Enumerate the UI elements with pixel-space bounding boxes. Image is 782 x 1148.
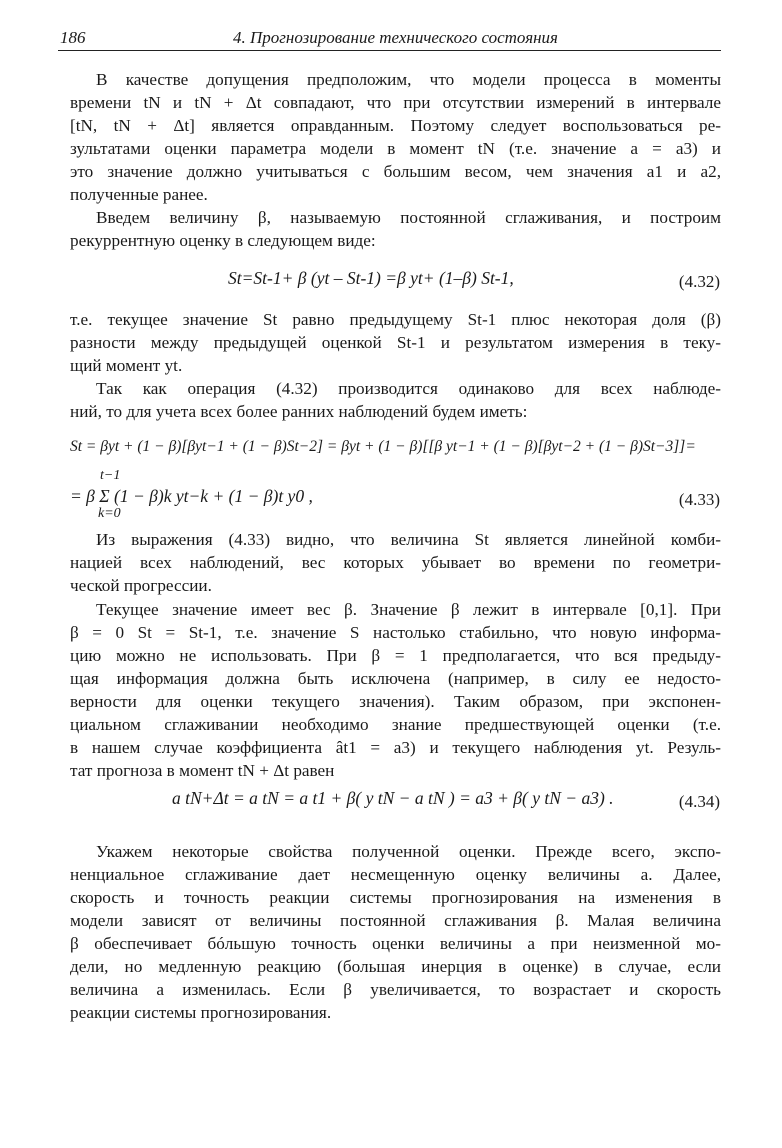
paragraph-6 <box>70 598 721 782</box>
text-line: [tN, tN + Δt] является оправданным. Поэтому следует воспользоваться ре- <box>70 116 721 135</box>
equation-4-33-line-1: St = βyt + (1 − β)[βyt−1 + (1 − β)St−2] = βyt + (1 − β)[[β yt−1 + (1 − β)[βyt−2 + (1 − β)St−3]]= <box>70 438 696 455</box>
text-line: разности между предыдущей оценкой St-1 и результатом измерения в теку- <box>70 333 721 352</box>
text-line: в нашем случае коэффициента ât1 = a3) и текущего наблюдения yt. Резуль- <box>70 738 721 757</box>
text-line: щий момент yt. <box>70 356 183 375</box>
sum-upper-limit: t−1 <box>100 468 121 483</box>
text-line: это значение должно учитываться с большим весом, чем значения a1 и a2, <box>70 162 721 181</box>
running-title: 4. Прогнозирование технического состояния <box>233 28 558 47</box>
text-line: ческой прогрессии. <box>70 576 212 595</box>
text-line: дели, но медленную реакцию (большая инерция в оценке) в случае, если <box>70 957 721 976</box>
text-line: Текущее значение имеет вес β. Значение β лежит в интервале [0,1]. При <box>96 600 721 619</box>
text-line: ний, то для учета всех более ранних наблюдений будем иметь: <box>70 402 528 421</box>
equation-number-4-32: (4.32) <box>678 272 720 291</box>
text-line: величина a изменилась. Если β увеличивается, то возрастает и скорость <box>70 980 721 999</box>
sum-lower-limit: k=0 <box>98 506 121 521</box>
text-line: т.е. текущее значение St равно предыдущему St-1 плюс некоторая доля (β) <box>70 310 721 329</box>
text-line: Так как операция (4.32) производится одинаково для всех наблюде- <box>96 379 721 398</box>
paragraph-1 <box>70 68 721 206</box>
equation-4-33-line-2: = β Σ (1 − β)k yt−k + (1 − β)t y0 , <box>70 486 313 506</box>
equation-4-34: a tN+Δt = a tN = a t1 + β( y tN − a tN ) = a3 + β( y tN − a3) . <box>172 788 614 808</box>
running-header <box>58 28 721 51</box>
paragraph-4 <box>70 377 721 423</box>
text-line: полученные ранее. <box>70 185 208 204</box>
paragraph-5 <box>70 528 721 597</box>
text-line: цию можно не использовать. При β = 1 предполагается, что вся предыду- <box>70 646 721 665</box>
text-line: Из выражения (4.33) видно, что величина St является линейной комби- <box>96 530 721 549</box>
text-line: зультатами оценки параметра модели в момент tN (т.е. значение a = a3) и <box>70 139 721 158</box>
text-line: модели зависят от величины постоянной сглаживания β. Малая величина <box>70 911 721 930</box>
text-line: β обеспечивает бóльшую точность оценки величины a при неизменной мо- <box>70 934 721 953</box>
equation-number-4-34: (4.34) <box>678 792 720 811</box>
text-line: тат прогноза в момент tN + Δt равен <box>70 761 335 780</box>
text-line: ненциальное сглаживание дает несмещенную оценку величины a. Далее, <box>70 865 721 884</box>
equation-number-4-33: (4.33) <box>678 490 720 509</box>
equation-4-32: St=St-1+ β (yt – St-1) =β yt+ (1–β) St-1, <box>228 268 514 288</box>
paragraph-7 <box>70 840 721 1024</box>
text-line: рекуррентную оценку в следующем виде: <box>70 231 376 250</box>
text-line: времени tN и tN + Δt совпадают, что при отсутствии измерений в интервале <box>70 93 721 112</box>
text-line: верности для оценки текущего значения). Таким образом, при экспонен- <box>70 692 721 711</box>
text-line: циальном сглаживании необходимо знание предшествующей оценки (т.е. <box>70 715 721 734</box>
text-line: В качестве допущения предположим, что модели процесса в моменты <box>96 70 721 89</box>
text-line: скорость и точность реакции системы прогнозирования на изменения в <box>70 888 721 907</box>
text-line: реакции системы прогнозирования. <box>70 1003 332 1022</box>
paragraph-3 <box>70 308 721 377</box>
text-line: β = 0 St = St-1, т.е. значение S настолько стабильно, что новую информа- <box>70 623 721 642</box>
page-number: 186 <box>60 28 86 47</box>
paragraph-2 <box>70 206 721 252</box>
text-line: Введем величину β, называемую постоянной сглаживания, и построим <box>96 208 721 227</box>
text-line: нацией всех наблюдений, вес которых убывает во времени по геометри- <box>70 553 721 572</box>
text-line: Укажем некоторые свойства полученной оценки. Прежде всего, экспо- <box>96 842 721 861</box>
text-line: щая информация должна быть исключена (например, в силу ее недосто- <box>70 669 721 688</box>
